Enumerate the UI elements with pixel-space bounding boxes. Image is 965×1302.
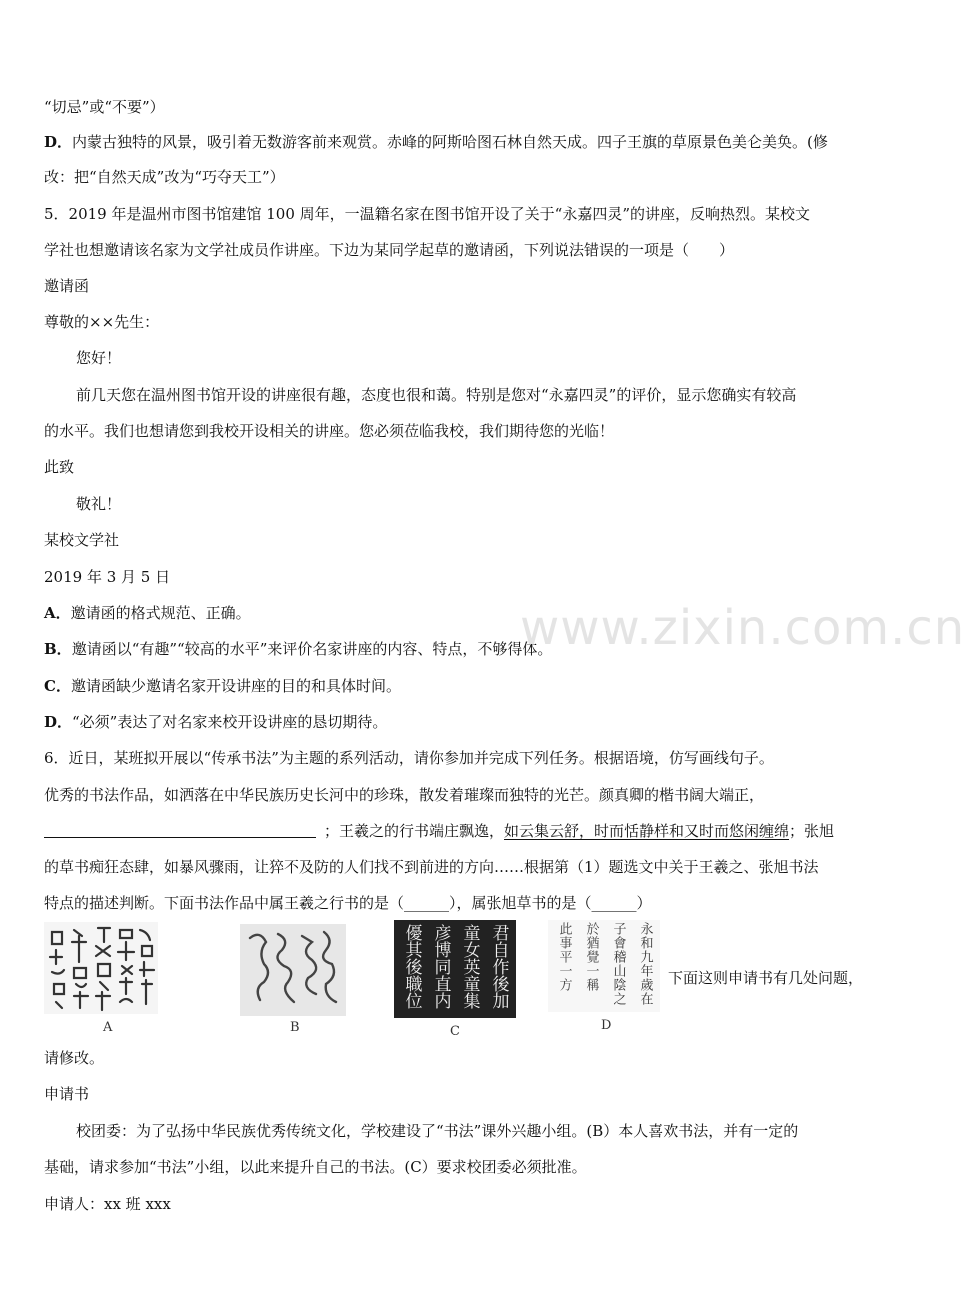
application-signature: 申请人：xx 班 xxx	[44, 1195, 171, 1213]
calligraphy-column: 童女英童集	[459, 924, 480, 1009]
option-b	[44, 638, 884, 660]
text-line: 优秀的书法作品，如洒落在中华民族历史长河中的珍珠，散发着璀璨而独特的光芒。颜真卿的楷书阔大端正，	[44, 786, 765, 804]
option-label: D．	[44, 133, 73, 151]
calligraphy-seal-script	[44, 922, 158, 1014]
text-line: 下面这则申请书有几处问题，	[668, 969, 864, 987]
text-line: 改：把“自然天成”改为“巧夺天工”）	[44, 168, 285, 186]
calligraphy-column: 此事平一方	[556, 922, 572, 992]
calligraphy-column: 於猶覺一稱	[583, 922, 599, 992]
letter-closing: 此致	[44, 458, 75, 476]
letter-title: 邀请函	[44, 277, 90, 295]
image-caption-a: A	[103, 1020, 113, 1035]
calligraphy-column: 優其後職位	[401, 924, 422, 1009]
option-label: D．	[44, 713, 73, 731]
text-line: 请修改。	[44, 1049, 105, 1067]
letter-body: 的水平。我们也想请您到我校开设相关的讲座。您必须莅临我校，我们期待您的光临！	[44, 422, 615, 440]
application-body: 校团委：为了弘扬中华民族优秀传统文化，学校建设了“书法”课外兴趣小组。(B）本人喜欢书法，并有一定的	[76, 1122, 799, 1140]
text-segment: ；张旭	[789, 822, 835, 840]
calligraphy-column: 彦博同直内	[430, 924, 451, 1009]
option-label: C．	[44, 677, 71, 695]
calligraphy-image-c	[394, 920, 516, 1018]
option-c	[44, 675, 884, 697]
fill-in-line	[44, 820, 884, 842]
application-body: 基础，请求参加“书法”小组，以此来提升自己的书法。(C）要求校团委必须批准。	[44, 1158, 587, 1176]
calligraphy-cursive-script	[240, 924, 346, 1016]
text-line: 特点的描述判断。下面书法作品中属王羲之行书的是（______），属张旭草书的是（______）	[44, 894, 652, 912]
letter-closing: 敬礼！	[76, 495, 122, 513]
option-text: “必须”表达了对名家来校开设讲座的恳切期待。	[72, 713, 388, 731]
calligraphy-column: 永和九年歲在	[637, 922, 653, 1006]
text-segment: ；王羲之的行书端庄飘逸，	[324, 822, 505, 840]
calligraphy-column: 子會稽山陰之	[610, 922, 626, 1006]
option-d	[44, 711, 884, 733]
option-a	[44, 602, 884, 624]
question-6: 6．近日，某班拟开展以“传承书法”为主题的系列活动，请你参加并完成下列任务。根据语境，仿写画线句子。	[44, 749, 774, 767]
image-caption-c: C	[450, 1024, 460, 1039]
text-line: 学社也想邀请该名家为文学社成员作讲座。下边为某同学起草的邀请函，下列说法错误的一项是（ ）	[44, 241, 735, 259]
option-label: B．	[44, 640, 72, 658]
option-text: 邀请函的格式规范、正确。	[70, 604, 251, 622]
text-line: “切忌”或“不要”）	[44, 98, 165, 116]
question-5: 5．2019 年是温州市图书馆建馆 100 周年，一温籍名家在图书馆开设了关于“永嘉四灵”的讲座，反响热烈。某校文	[44, 205, 810, 223]
calligraphy-column: 君自作後加	[488, 924, 509, 1009]
letter-date: 2019 年 3 月 5 日	[44, 568, 171, 586]
watermark: www.zixin.com.cn	[520, 600, 965, 656]
image-caption-b: B	[290, 1020, 300, 1035]
option-text: 邀请函以“有趣”“较高的水平”来评价名家讲座的内容、特点，不够得体。	[71, 640, 553, 658]
letter-greeting: 您好！	[76, 349, 122, 367]
text-line: 的草书痴狂态肆，如暴风骤雨，让猝不及防的人们找不到前进的方向……根据第（1）题选文中关于王羲之、张旭书法	[44, 858, 819, 876]
calligraphy-image-d	[548, 920, 660, 1012]
calligraphy-image-a	[44, 922, 158, 1014]
image-caption-d: D	[601, 1018, 612, 1033]
option-text: 内蒙古独特的风景，吸引着无数游客前来观赏。赤峰的阿斯哈图石林自然天成。四子王旗的草原景色美仑美奂。(修	[72, 133, 828, 151]
option-d-line	[44, 131, 884, 153]
letter-body: 前几天您在温州图书馆开设的讲座很有趣，态度也很和蔼。特别是您对“永嘉四灵”的评价，显示您确实有较高	[76, 386, 797, 404]
letter-salutation: 尊敬的××先生：	[44, 313, 160, 331]
application-title: 申请书	[44, 1085, 90, 1103]
option-label: A．	[44, 604, 71, 622]
answer-blank[interactable]	[44, 821, 316, 838]
option-text: 邀请函缺少邀请名家开设讲座的目的和具体时间。	[70, 677, 401, 695]
underlined-sentence: 如云集云舒，时而恬静样和又时而悠闲缠绵	[504, 822, 790, 840]
calligraphy-image-b	[240, 924, 346, 1016]
letter-signature: 某校文学社	[44, 531, 120, 549]
